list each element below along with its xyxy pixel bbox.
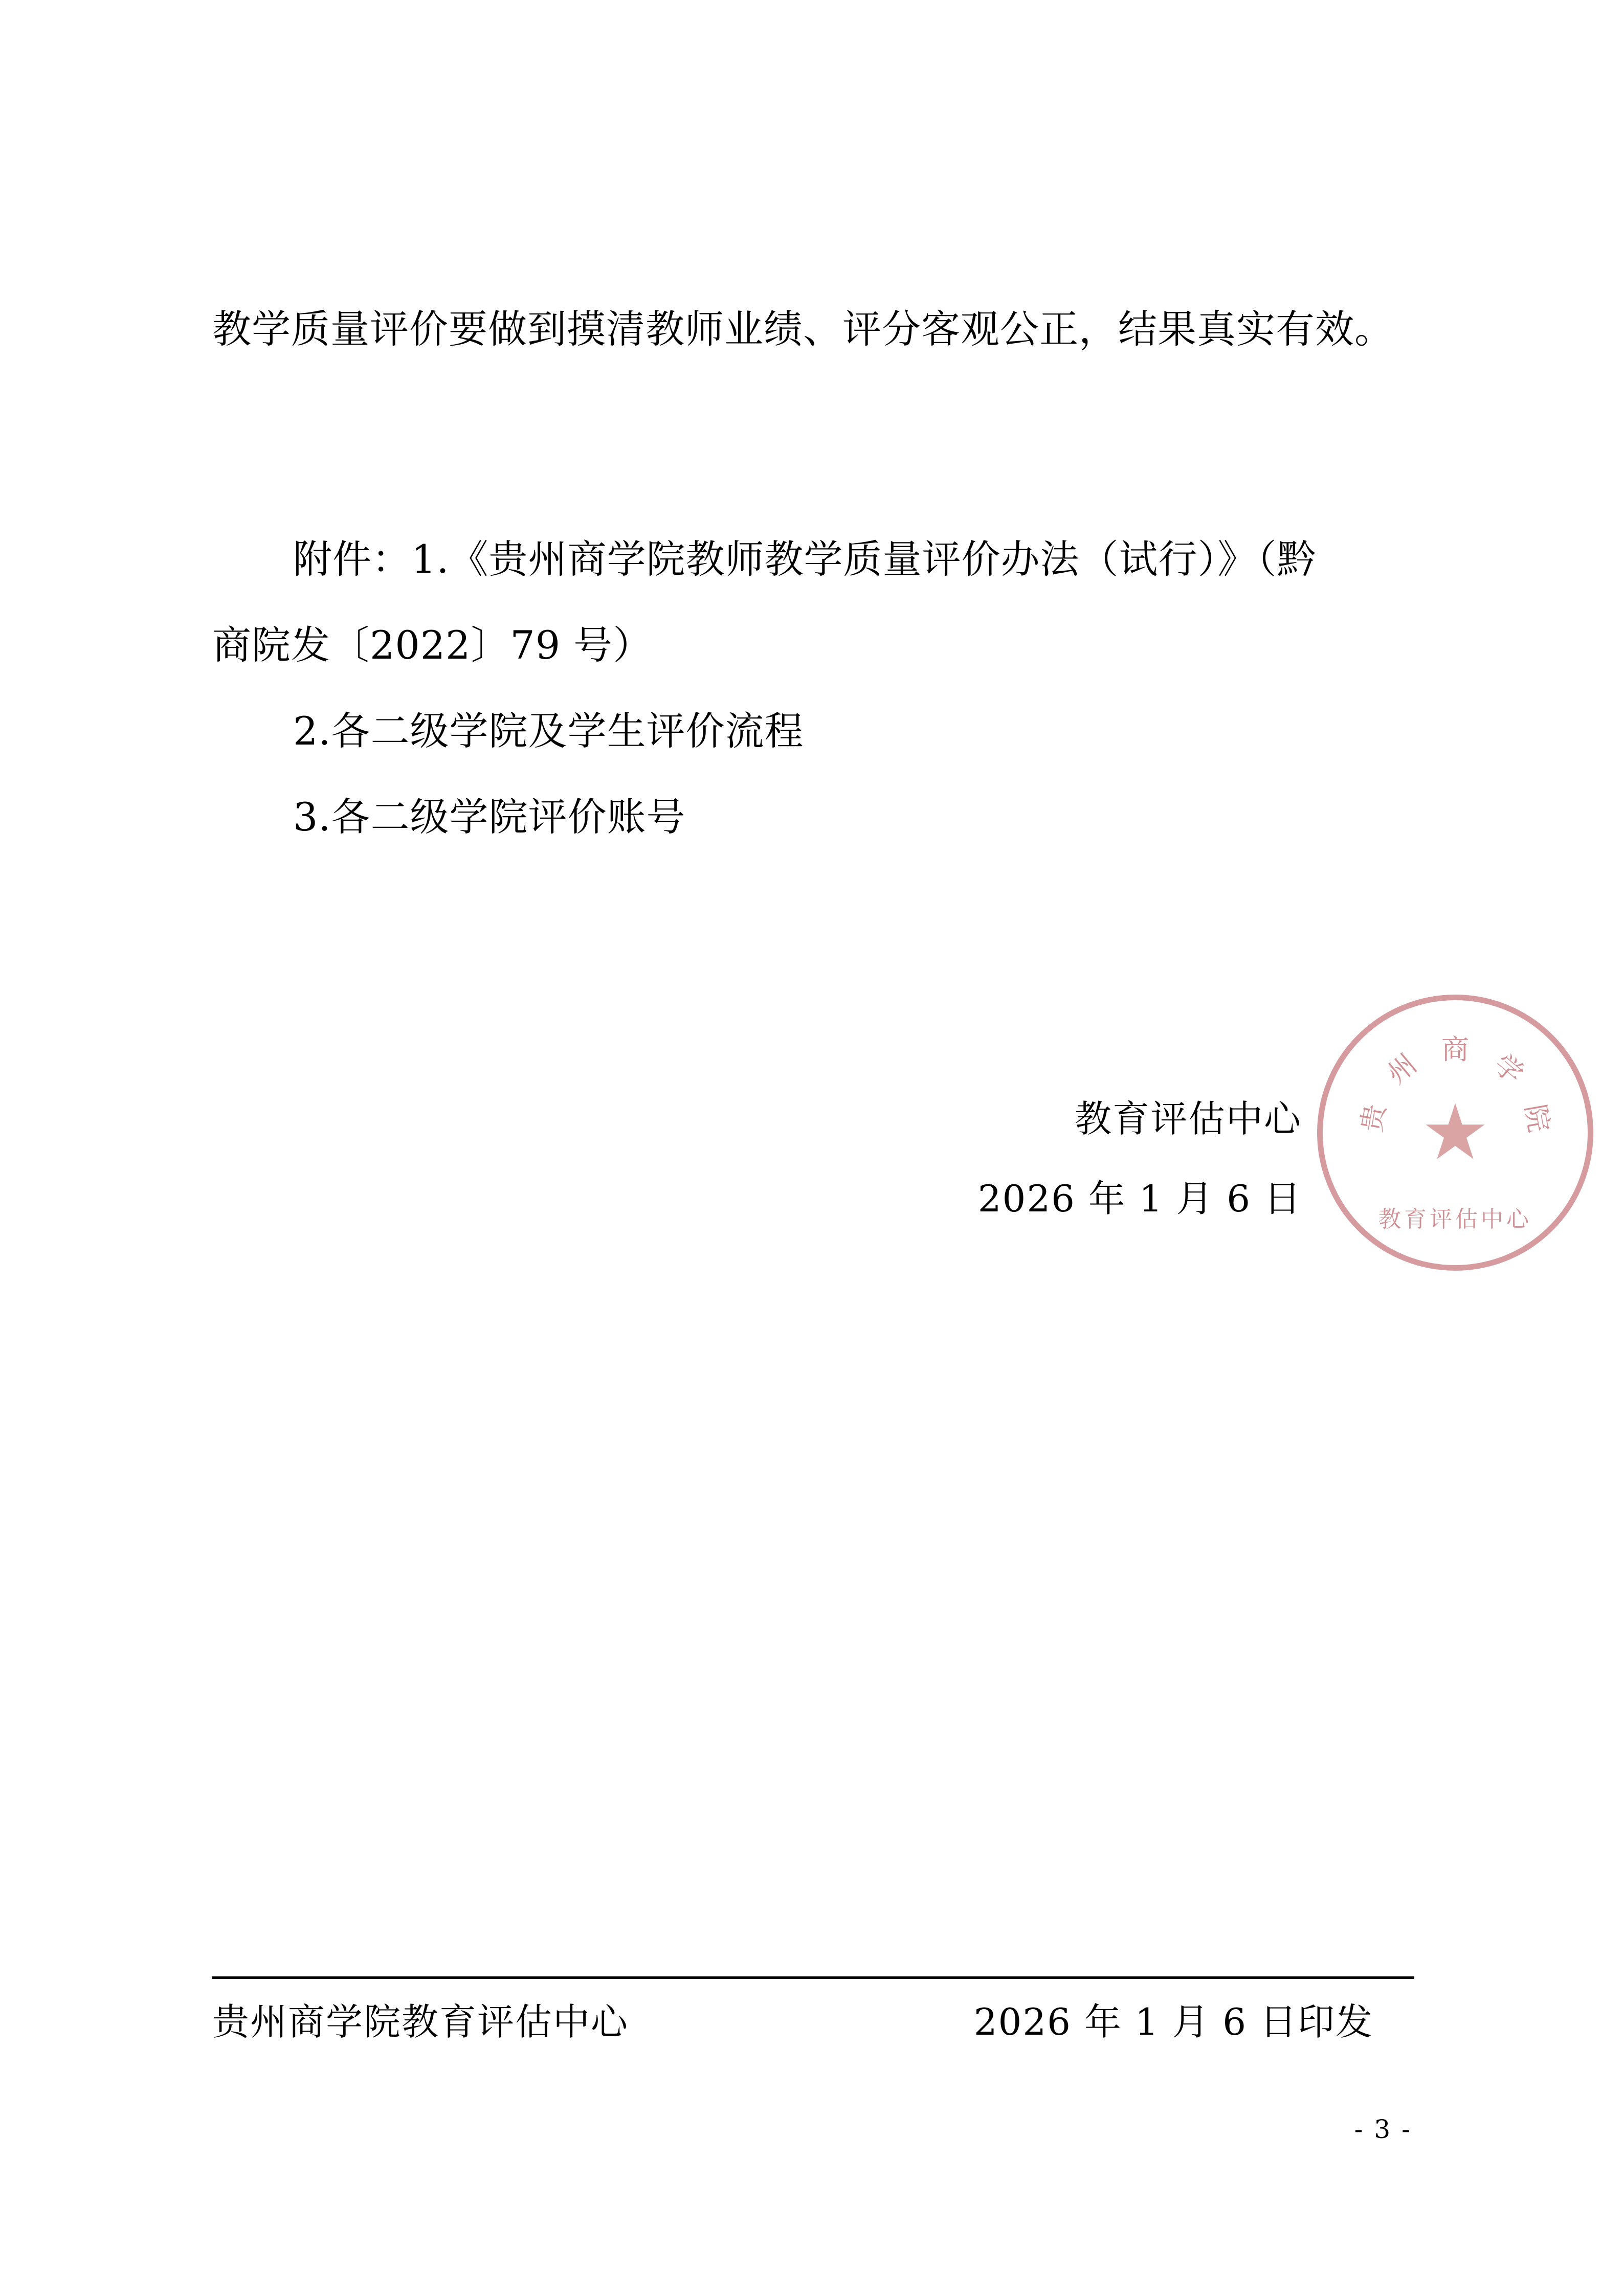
seal-star-icon: ★ — [1420, 1088, 1490, 1177]
attachment-line-3: 3.各二级学院评价账号 — [293, 794, 686, 840]
seal-top-char: 贵 — [1355, 1101, 1392, 1135]
attachment-line-1-cont: 商院发〔2022〕79 号） — [212, 622, 653, 668]
page-number: - 3 - — [1354, 2114, 1412, 2144]
footer-row — [212, 1979, 1414, 2045]
seal-top-char: 院 — [1519, 1101, 1555, 1135]
seal-top-char: 州 — [1381, 1048, 1423, 1091]
seal-top-char: 商 — [1441, 1033, 1469, 1066]
attachment-line-1: 附件：1.《贵州商学院教师教学质量评价办法（试行）》（黔 — [293, 536, 1317, 582]
footer-right-text: 2026 年 1 月 6 日印发 — [973, 2000, 1373, 2043]
signature-organization: 教育评估中心 — [1074, 1097, 1302, 1140]
footer-left-text: 贵州商学院教育评估中心 — [212, 2000, 629, 2043]
seal-bottom-text: 教育评估中心 — [1378, 1206, 1532, 1232]
signature-block — [212, 1079, 1414, 1239]
attachment-list — [212, 516, 1414, 860]
signature-date: 2026 年 1 月 6 日 — [977, 1177, 1302, 1220]
seal-top-char: 学 — [1487, 1048, 1530, 1091]
body-paragraph: 教学质量评价要做到摸清教师业绩、评分客观公正，结果真实有效。 — [212, 306, 1394, 352]
attachment-line-2: 2.各二级学院及学生评价流程 — [293, 708, 804, 754]
page-footer — [212, 1976, 1414, 2045]
